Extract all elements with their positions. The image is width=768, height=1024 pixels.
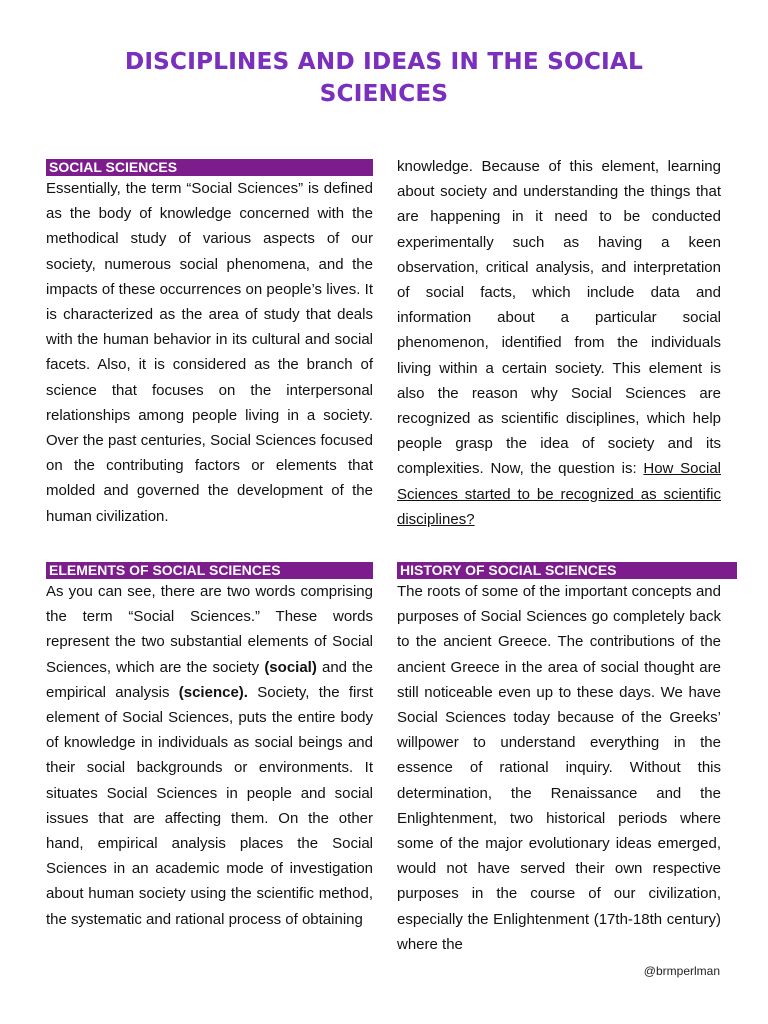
section-elements	[46, 562, 373, 932]
title-line-2: SCIENCES	[319, 81, 449, 107]
continuation-text: knowledge. Because of this element, learning about society and understanding the things that are happening in it need to be conducted experimentally such as having a keen observation, critical analysis, and interpretation of social facts, which include data and information about a particular social phenomenon, identified from the individuals living within a certain society. This element is also the reason why Social Sciences are recognized as scientific disciplines, which help people grasp the idea of society and its complexities. Now, the question is:	[397, 158, 721, 478]
elements-bold-science: (science).	[178, 683, 248, 701]
section-header-social-sciences: SOCIAL SCIENCES	[46, 159, 373, 176]
elements-text-3: Society, the first element of Social Sciences, puts the entire body of knowledge in individuals as social beings and their social backgrounds or environments. It situates Social Sciences in people and social issues that are affecting them. On the other hand, empirical analysis places the Social Sciences in an academic mode of investigation about human society using the scientific method, the systematic and rational process of obtaining	[46, 683, 374, 928]
section-header-history: HISTORY OF SOCIAL SCIENCES	[397, 562, 737, 579]
section-social-sciences	[46, 159, 373, 529]
footer-handle: @brmperlman	[643, 964, 720, 978]
section-header-elements: ELEMENTS OF SOCIAL SCIENCES	[46, 562, 373, 579]
elements-text-1: As you can see, there are two words comprising the term “Social Sciences.” These words represent the two substantial elements of Social Sciences, which are the society	[46, 583, 373, 676]
document-title	[0, 46, 768, 110]
paragraph-elements	[46, 579, 373, 932]
paragraph-social-sciences: Essentially, the term “Social Sciences” is defined as the body of knowledge concerned with the methodical study of various aspects of our society, numerous social phenomena, and the impacts of these occurrences on people’s lives. It is characterized as the area of study that deals with the human behavior in its cultural and social facets. Also, it is considered as the branch of science that focuses on the interpersonal relationships among people living in a society. Over the past centuries, Social Sciences focused on the contributing factors or elements that molded and governed the development of the human civilization.	[46, 180, 373, 525]
paragraph-history: The roots of some of the important concepts and purposes of Social Sciences go completely back to the ancient Greece. The contributions of the ancient Greece in the area of social thought are still noticeable even up to these days. We have Social Sciences today because of the Greeks’ willpower to understand everything in the essence of rational inquiry. Without this determination, the Renaissance and the Enlightenment, two historical periods where some of the major evolutionary ideas emerged, would not have served their own respective purposes in the course of our civilization, especially the Enlightenment (17th-18th century) where the	[397, 583, 721, 953]
elements-bold-social: (social)	[264, 658, 317, 676]
title-line-1: DISCIPLINES AND IDEAS IN THE SOCIAL	[124, 49, 644, 75]
continuation-question: How Social Sciences started to be recognized as scientific disciplines?	[397, 460, 721, 528]
elements-text-2: and the empirical analysis	[46, 658, 373, 701]
section-continuation	[397, 154, 721, 532]
paragraph-continuation	[397, 154, 721, 532]
section-history	[397, 562, 737, 957]
